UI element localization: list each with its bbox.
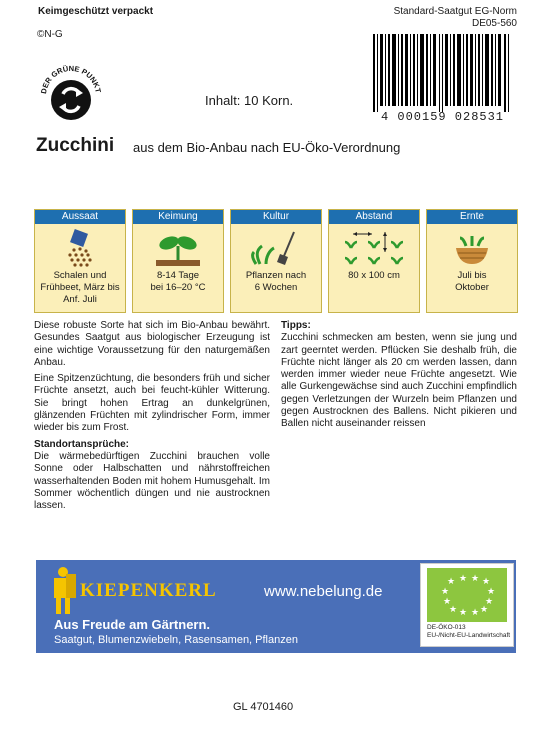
kiepenkerl-figure-icon <box>46 564 80 618</box>
card-line: 8-14 Tage <box>156 270 200 281</box>
eu-organic-logo <box>420 563 514 647</box>
svg-text:★: ★ <box>447 577 456 587</box>
standard-code: DE05-560 <box>471 18 517 29</box>
location-heading: Standortansprüche: <box>34 438 130 450</box>
brand-url: www.nebelung.de <box>264 583 383 600</box>
tips-heading: Tipps: <box>281 320 311 331</box>
card-text <box>231 270 321 294</box>
cultivation-icons <box>34 209 518 313</box>
card-aussaat <box>34 209 126 313</box>
svg-text:★: ★ <box>487 587 496 597</box>
svg-text:★: ★ <box>459 574 468 584</box>
bio-origin: EU-/Nicht-EU-Landwirtschaft <box>427 632 511 639</box>
gruener-punkt-icon <box>36 60 106 130</box>
seed-icon <box>50 228 110 268</box>
card-line: Pflanzen nach <box>245 270 307 281</box>
barcode <box>369 34 516 120</box>
barcode-digits: 4 000159 028531 <box>380 110 505 124</box>
card-heading: Aussaat <box>35 210 125 224</box>
logo-text: DER GRÜNE PUNKT <box>39 63 103 95</box>
bio-code: DE-ÖKO-013 <box>427 624 466 631</box>
variety-paragraph: Eine Spitzenzüchtung, die besonders früh und sicher Früchte ansetzt, auch bei feucht-kühler Witterung. Sie bringt hohen Ertrag an dunkelgrünen, glänzenden Früchten mit zylindrischer Form, immer wieder bis zum Frost. <box>34 373 270 434</box>
brand-name: KIEPENKERL <box>80 580 217 601</box>
nebelung-mark: ©N-G <box>37 29 63 40</box>
card-heading: Kultur <box>231 210 321 224</box>
standard-info <box>394 6 517 30</box>
card-keimung <box>132 209 224 313</box>
card-line: Anf. Juli <box>63 294 97 305</box>
card-line: Schalen und <box>53 270 107 281</box>
svg-text:★: ★ <box>471 574 480 584</box>
sprout-icon <box>148 228 208 268</box>
card-heading: Abstand <box>329 210 419 224</box>
harvest-bowl-icon <box>442 228 502 268</box>
card-line: 80 x 100 cm <box>348 270 400 281</box>
card-text <box>427 270 517 294</box>
product-name: Zucchini <box>36 135 115 156</box>
standard-label: Standard-Saatgut EG-Norm <box>393 6 517 17</box>
card-line: Oktober <box>455 282 489 293</box>
card-line: 6 Wochen <box>254 282 298 293</box>
card-kultur <box>230 209 322 313</box>
germ-protected-label: Keimgeschützt verpackt <box>38 6 154 17</box>
bio-info <box>427 624 510 640</box>
eu-bio-leaf-icon <box>427 568 507 622</box>
svg-text:★: ★ <box>449 605 458 615</box>
location-paragraph: Die wärmebedürftigen Zucchini brauchen volle Sonne oder Halbschatten und nährstoffreichen wasserhaltenden Boden mit hohem Humusgehalt. Im Sommer wöchentlich düngen und nie austrocknen lassen. <box>34 450 270 512</box>
plant-spade-icon <box>246 228 306 268</box>
svg-text:★: ★ <box>459 608 468 618</box>
card-line: Juli bis <box>457 270 487 281</box>
card-line: bei 16–20 °C <box>150 282 206 293</box>
brand-products: Saatgut, Blumenzwiebeln, Rasensamen, Pflanzen <box>54 634 298 646</box>
svg-text:★: ★ <box>485 597 494 607</box>
brand-slogan: Aus Freude am Gärtnern. <box>54 617 211 632</box>
product-subtitle: aus dem Bio-Anbau nach EU-Öko-Verordnung <box>133 140 401 155</box>
right-column <box>281 320 517 435</box>
card-line: Frühbeet, März bis <box>40 282 120 293</box>
card-heading: Ernte <box>427 210 517 224</box>
svg-text:★: ★ <box>443 597 452 607</box>
spacing-icon <box>339 228 409 268</box>
left-column <box>34 320 270 516</box>
svg-text:★: ★ <box>441 587 450 597</box>
intro-paragraph: Diese robuste Sorte hat sich im Bio-Anbau bewährt. Gesundes Saatgut aus biologischer Erzeugung ist eine wichtige Voraussetzung für den naturgemäßen Anbau. <box>34 320 270 368</box>
contents-label: Inhalt: 10 Korn. <box>205 93 294 108</box>
svg-text:★: ★ <box>482 577 491 587</box>
svg-text:★: ★ <box>471 608 480 618</box>
card-text <box>35 270 125 306</box>
card-abstand <box>328 209 420 313</box>
article-code: GL 4701460 <box>233 701 294 713</box>
card-heading: Keimung <box>133 210 223 224</box>
card-text <box>329 270 419 282</box>
card-text <box>133 270 223 294</box>
card-ernte <box>426 209 518 313</box>
svg-text:★: ★ <box>480 605 489 615</box>
tips-paragraph: Zucchini schmecken am besten, wenn sie jung und zart geerntet werden. Pflücken Sie deshalb früh, die Früchte nicht länger als 20 cm werden lassen, dann werden immer wieder neue Früchte angesetzt. Wie alle Gurkengewächse sind auch Zucchini empfindlich gegen Verletzungen der Wurzeln beim Pflanzen und gegen Austrocknen des Ballens. Nicht pikieren und Ballen nicht auseinander reissen <box>281 332 517 430</box>
